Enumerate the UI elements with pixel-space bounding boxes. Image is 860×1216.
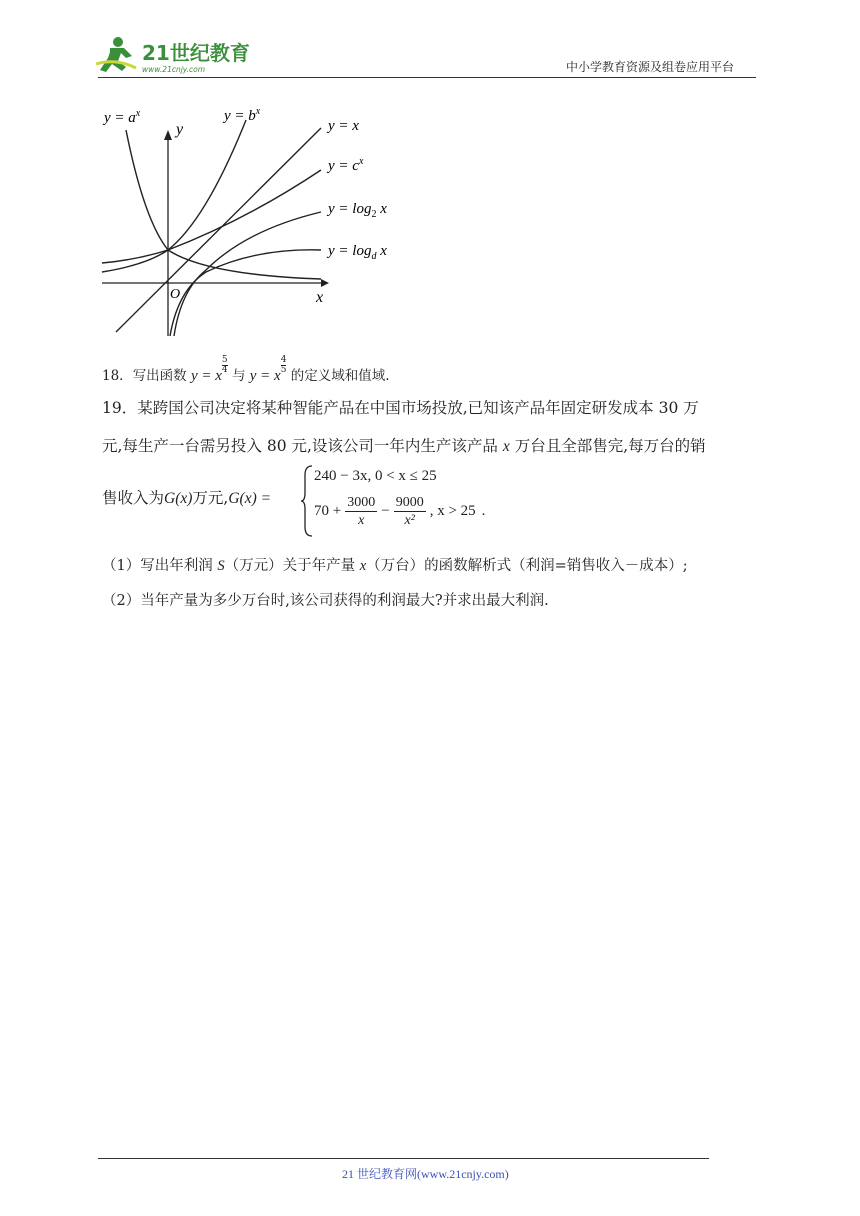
q18-f2-base: y = x — [249, 368, 281, 384]
site-tagline: 中小学教育资源及组卷应用平台 — [566, 60, 735, 74]
curve-logd — [170, 250, 324, 336]
question-19-line2: 元,每生产一台需另投入 80 元,设该公司一年内生产该产品 x 万台且全部售完,每万台的销 — [102, 437, 706, 455]
q18-f1-base: y = x — [190, 368, 222, 384]
question-19-line3: 售收入为G(x)万元,G(x) = — [102, 489, 272, 507]
q18-number: 18． — [102, 368, 133, 384]
svg-text:y = logd x — [326, 243, 387, 262]
label-a-exp: y = a — [104, 110, 136, 126]
question-19-part2: （2）当年产量为多少万台时,该公司获得的利润最大?并求出最大利润. — [102, 593, 549, 609]
curve-identity — [116, 128, 324, 332]
q18-f1-exponent: $\frac{5}{4}$ — [221, 355, 228, 375]
y-axis-label: y — [176, 121, 184, 138]
q19-number: 19． — [102, 399, 138, 417]
label-log2-sub: 2 — [371, 209, 377, 220]
x-axis-arrow — [321, 279, 329, 287]
site-logo — [96, 34, 256, 76]
label-logd: y = log — [328, 243, 372, 259]
y-axis-arrow — [164, 130, 172, 140]
q18-connector: 与 — [231, 368, 246, 384]
g-of-x: G(x) — [164, 490, 193, 507]
label-log2: y = log — [328, 201, 372, 217]
label-a-exp-sup: x — [135, 108, 141, 119]
label-b-exp: y = b — [224, 108, 256, 124]
question-18 — [102, 355, 390, 387]
piecewise-brace — [300, 465, 314, 537]
svg-text:y = cx — [326, 156, 364, 174]
label-logd-sub: d — [371, 251, 377, 262]
piece-1: 240 − 3x, 0 < x ≤ 25 — [314, 468, 437, 484]
label-logd-arg: x — [376, 243, 387, 259]
label-b-exp-sup: x — [255, 106, 261, 117]
header-divider — [98, 77, 756, 78]
g-of-x-eq: G(x) = — [228, 490, 272, 507]
svg-text:y = ax — [102, 108, 141, 126]
function-graph-figure — [96, 100, 416, 340]
q18-f2-exponent: $\frac{4}{5}$ — [280, 355, 287, 375]
footer-divider — [98, 1158, 709, 1159]
curve-c-exponential — [102, 170, 321, 263]
label-identity: y = x — [328, 118, 359, 134]
origin-label: O — [170, 287, 181, 302]
q18-text-before: 写出函数 — [132, 368, 187, 384]
fraction-9000-over-x2: $\frac{9000}{\text{x²}}$ — [395, 495, 424, 528]
label-c-exp-sup: x — [358, 156, 364, 167]
q18-text-after: 的定义域和值域. — [290, 368, 390, 384]
label-log2-arg: x — [376, 201, 387, 217]
question-19-line1: 19．某跨国公司决定将某种智能产品在中国市场投放,已知该产品年固定研发成本 30 万 — [102, 399, 699, 417]
fraction-3000-over-x: $\frac{3000}{x}$ — [347, 495, 376, 528]
logo-text: 21世纪教育 — [142, 41, 250, 65]
svg-text:y = bx — [222, 106, 261, 124]
curve-b-exponential — [102, 120, 246, 272]
question-19-part1: （1）写出年利润 S（万元）关于年产量 x（万台）的函数解析式（利润=销售收入－成本）; — [102, 558, 688, 574]
logo-url: www.21cnjy.com — [142, 65, 206, 74]
x-axis-label: x — [316, 289, 324, 306]
svg-text:y = log2 x — [326, 201, 387, 220]
piece-2: 70 + $\frac{3000}{x}$ − $\frac{9000}{\text{x²}}$ , x > 25 . — [314, 495, 486, 528]
runner-icon — [96, 37, 136, 72]
label-c-exp: y = c — [328, 158, 359, 174]
footer-link[interactable]: 21 世纪教育网(www.21cnjy.com) — [342, 1167, 509, 1181]
